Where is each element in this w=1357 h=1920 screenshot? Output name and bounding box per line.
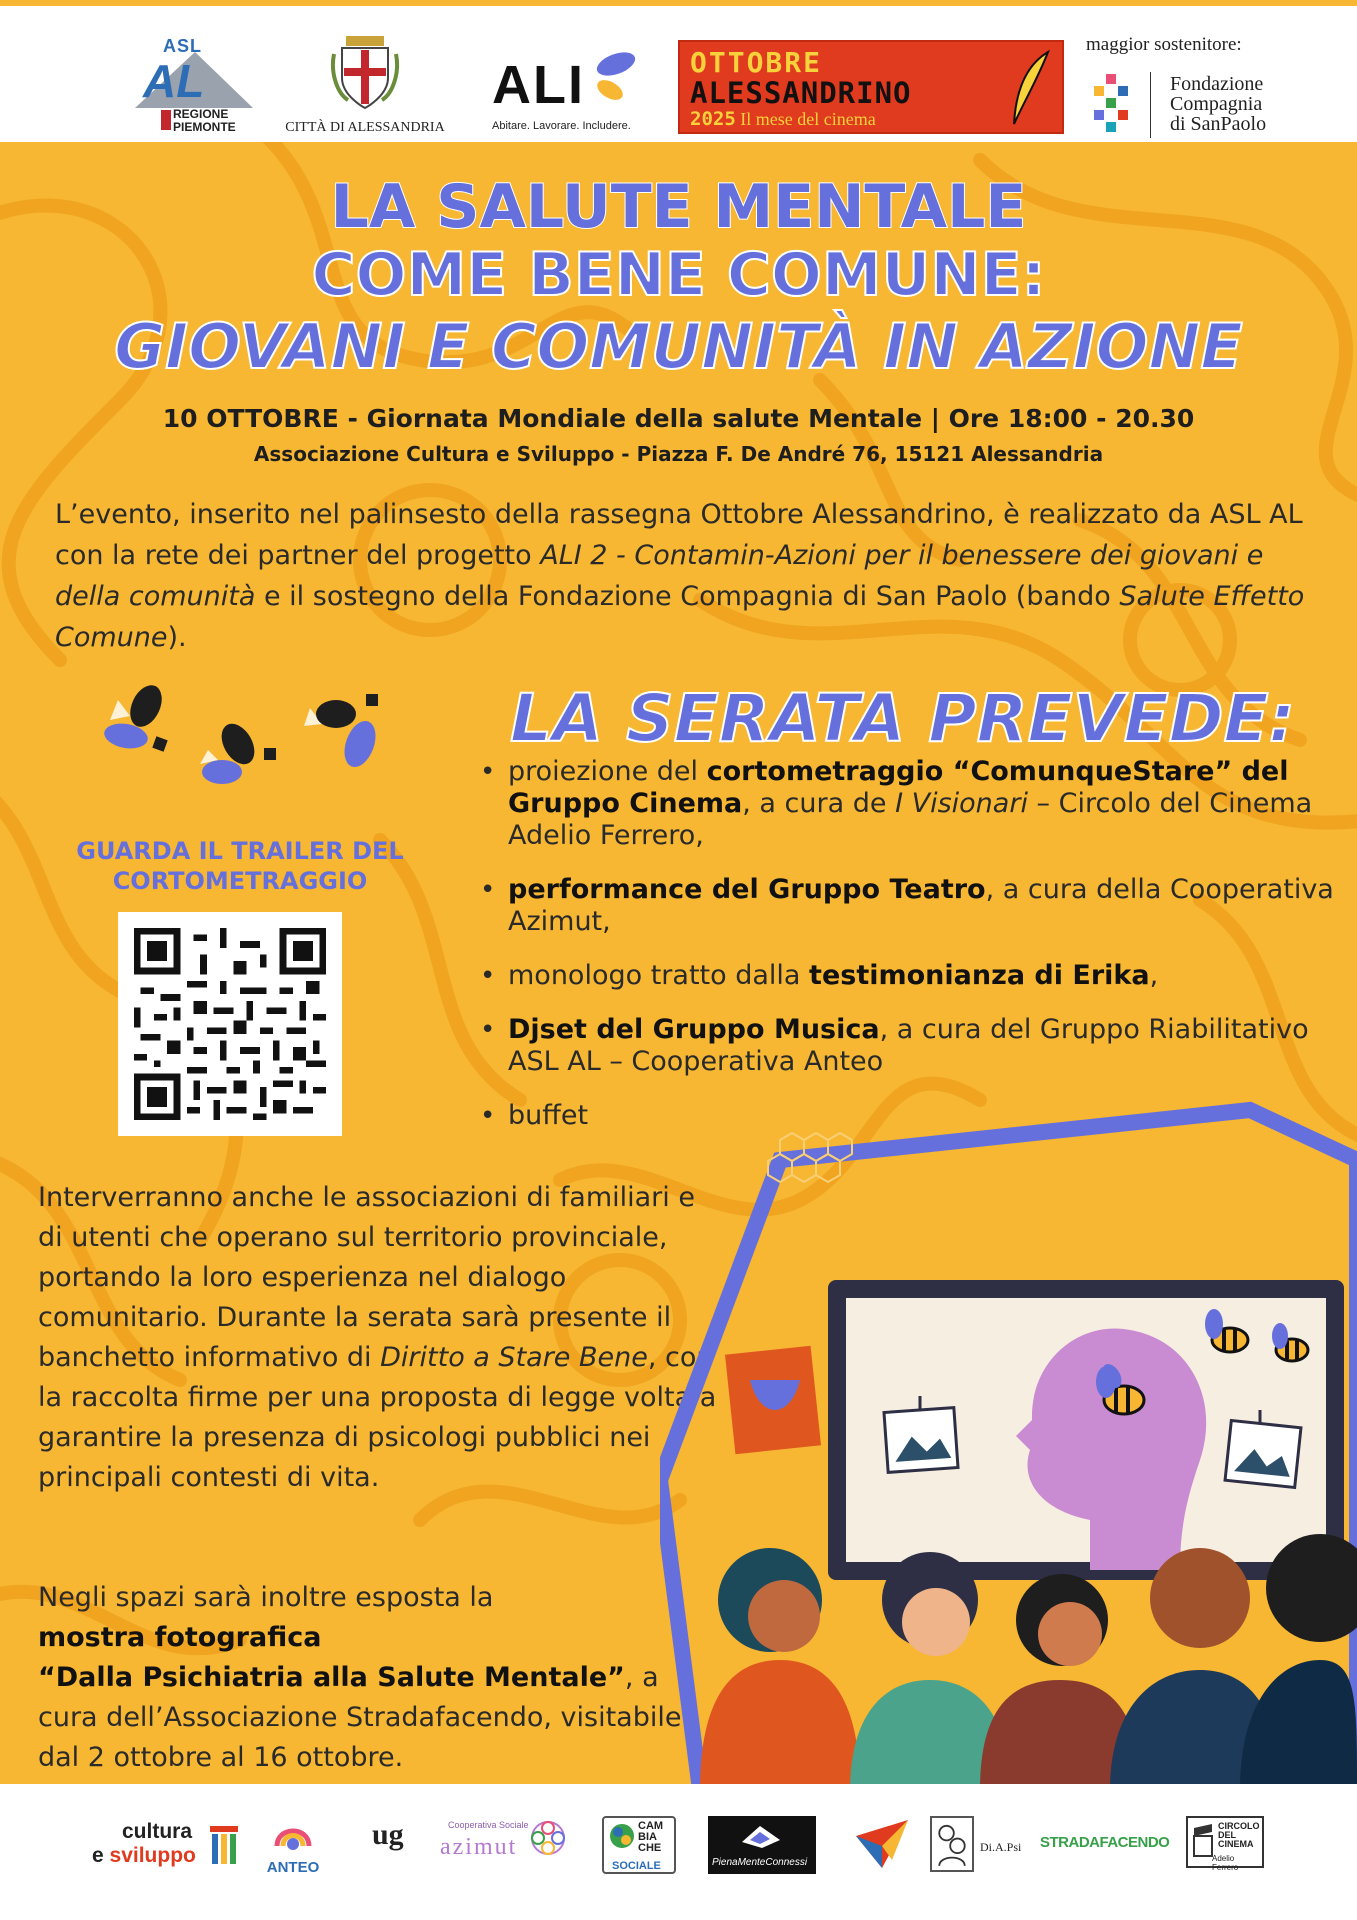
program-title: LA SERATA PREVEDE: (510, 680, 1295, 757)
ug-logo: ug (372, 1818, 404, 1851)
sponsor-divider (1150, 72, 1151, 138)
citta-label: CITTÀ DI ALESSANDRIA (285, 120, 445, 135)
cinema-audience-illustration (660, 1100, 1357, 1790)
anteo-text: ANTEO (266, 1859, 320, 1876)
qr-code-icon (134, 928, 326, 1120)
cambia-sociale: SOCIALE (612, 1860, 661, 1872)
cultura-sviluppo-logo (92, 1816, 242, 1876)
footer-partner-logos (0, 1784, 1357, 1920)
asl-al-logo (125, 28, 255, 138)
event-date-time: 10 OTTOBRE - Giornata Mondiale della salute Mentale | Ore 18:00 - 20.30 (162, 404, 1195, 433)
cambia-word: CAM BIA CHE (638, 1820, 664, 1854)
paper-plane-logo (852, 1816, 912, 1874)
event-location: Associazione Cultura e Sviluppo - Piazza F. De André 76, 15121 Alessandria (253, 442, 1104, 466)
pienamente-text: PienaMenteConnessi (712, 1857, 808, 1868)
program-item: • performance del Gruppo Teatro, a cura della Cooperativa Azimut, (478, 874, 1338, 938)
sponsor-logo (1086, 34, 1346, 144)
intro-paragraph: L’evento, inserito nel palinsesto della rassegna Ottobre Alessandrino, è realizzato da ASL AL con la rete dei partner del progetto ALI 2 - Contamin-Azioni per il benessere dei giovani e della comunità e il sostegno della Fondazione Compagnia di San Paolo (bando Salute Effetto Comune). (55, 499, 1305, 653)
pienamente-logo (708, 1816, 816, 1874)
diapsi-figures-icon (930, 1816, 974, 1872)
azimut-logo (440, 1816, 570, 1876)
pienamente-mark-icon (738, 1822, 784, 1850)
sponsor-label: maggior sostenitore: (1086, 34, 1242, 55)
program-item: • proiezione del cortometraggio “ComunqueStare” del Gruppo Cinema, a cura de I Visionari – Circolo del Cinema Adelio Ferrero, (478, 756, 1338, 852)
ottobre-alessandrino-logo (678, 40, 1064, 134)
bees-decoration-icon (90, 676, 390, 796)
trailer-qr-code[interactable] (118, 912, 342, 1136)
azimut-small: Cooperativa Sociale (448, 1820, 529, 1830)
circolo-cinema-logo (1186, 1816, 1264, 1872)
globe-icon (608, 1822, 636, 1850)
title-line-3: GIOVANI E COMUNITÀ IN AZIONE (114, 310, 1243, 383)
asl-mark: AL (143, 55, 205, 107)
anteo-mark-icon (271, 1816, 315, 1854)
quill-icon (1008, 48, 1054, 128)
ottobre-line2: ALESSANDRINO (690, 76, 912, 110)
program-item: • monologo tratto dalla testimonianza di Erika, (478, 960, 1338, 992)
stradafacendo-logo: STRADAFACENDO (1040, 1834, 1170, 1851)
city-crest-icon (330, 34, 400, 110)
ali-wing-icon (572, 48, 642, 108)
family-icon (932, 1818, 972, 1870)
anteo-logo (258, 1816, 328, 1880)
cultura-text: cultura (122, 1820, 193, 1843)
azimut-name: azimut (440, 1834, 518, 1860)
associations-paragraph: Interverranno anche le associazioni di familiari e di utenti che operano sul territorio provinciale, portando la loro esperienza nel dialogo comunitario. Durante la serata sarà presente il banchetto informativo di Diritto a Stare Bene, con la raccolta firme per una proposta di legge volta a garantire la presenza di psicologi pubblici nei principali contesti di vita. (38, 1182, 717, 1493)
program-item: • Djset del Gruppo Musica, a cura del Gruppo Riabilitativo ASL AL – Cooperativa Anteo (478, 1014, 1338, 1078)
circolo-sub: Adelio Ferrero (1212, 1854, 1239, 1872)
citta-alessandria-logo (280, 34, 450, 139)
sviluppo-text: e sviluppo (92, 1844, 196, 1867)
program-item: • buffet (478, 1100, 1338, 1132)
ali-logo (488, 38, 648, 138)
ali-tagline: Abitare. Lavorare. Includere. (492, 120, 631, 132)
exhibition-paragraph: Negli spazi sarà inoltre esposta la mostra fotografica “Dalla Psichiatria alla Salute Mentale”, a cura dell’Associazione Stradafacendo, visitabile dal 2 ottobre al 16 ottobre. (38, 1582, 682, 1773)
clapper-icon (1192, 1824, 1214, 1858)
cambia-logo (602, 1816, 676, 1874)
compagnia-mark-icon (1088, 74, 1134, 136)
paper-plane-icon (852, 1816, 912, 1874)
ali-word: ALI (492, 55, 585, 115)
diapsi-logo (930, 1816, 1030, 1874)
piemonte-flag-icon (161, 110, 171, 130)
title-line-2: COME BENE COMUNE: (311, 240, 1046, 310)
regione-piemonte-label: REGIONE PIEMONTE (173, 107, 236, 134)
diapsi-text: Di.A.Psi (980, 1840, 1022, 1854)
azimut-flower-icon (528, 1818, 568, 1858)
ottobre-tagline: 2025 Il mese del cinema (690, 108, 876, 130)
ottobre-line1: OTTOBRE (690, 46, 823, 79)
title-line-1: LA SALUTE MENTALE (330, 172, 1027, 242)
house-icon (208, 1822, 240, 1868)
program-list (478, 756, 1338, 1154)
circolo-text: CIRCOLO DEL CINEMA (1218, 1821, 1260, 1849)
asl-label: ASL (163, 36, 202, 56)
header-logos (0, 0, 1357, 142)
sponsor-name: Fondazione Compagnia di SanPaolo (1170, 73, 1267, 135)
trailer-label: GUARDA IL TRAILER DEL CORTOMETRAGGIO (76, 837, 404, 895)
